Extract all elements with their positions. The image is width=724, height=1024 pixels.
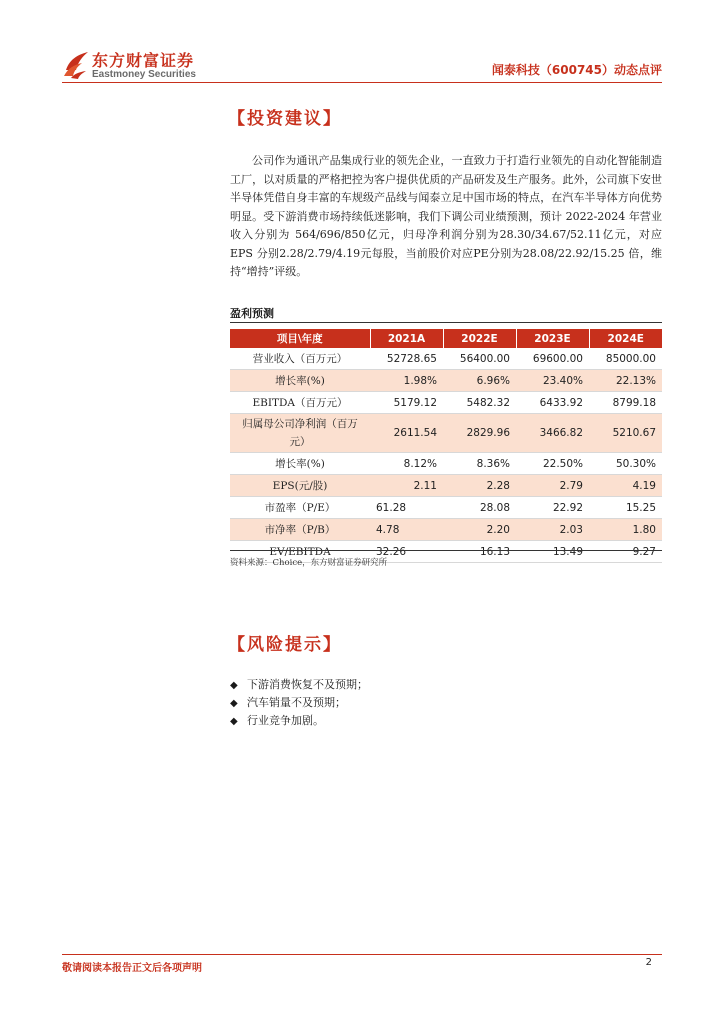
table-top-rule [230,322,662,323]
page-number: 2 [645,957,652,968]
header-cell: 2023E [516,329,589,348]
table-row [230,475,662,497]
row-label: EPS(元/股) [230,475,370,497]
footer-divider [62,954,662,955]
header-cell: 2022E [443,329,516,348]
company-logo [62,48,212,84]
table-cell: 6433.92 [516,392,589,414]
table-cell: 9.27 [589,541,662,563]
forecast-table [230,329,662,563]
table-cell: 1.80 [589,519,662,541]
table-cell: 8799.18 [589,392,662,414]
risk-item-text: 汽车销量不及预期； [247,696,346,709]
diamond-icon: ◆ [230,715,238,727]
table-cell: 4.19 [589,475,662,497]
table-cell: 3466.82 [516,414,589,453]
list-item [230,676,368,694]
table-cell: 52728.65 [370,348,443,370]
table-cell: 15.25 [589,497,662,519]
risk-item-text: 行业竞争加剧。 [247,714,324,727]
table-row [230,414,662,453]
diamond-icon: ◆ [230,679,238,691]
page-header [0,0,724,90]
table-cell: 2.79 [516,475,589,497]
table-bottom-rule [230,550,662,551]
table-cell: 2.20 [443,519,516,541]
table-cell: 2.11 [370,475,443,497]
table-cell: 4.78 [370,519,443,541]
table-cell: 8.36% [443,453,516,475]
table-cell: 2829.96 [443,414,516,453]
table-cell: 16.13 [443,541,516,563]
table-cell: 56400.00 [443,348,516,370]
table-row [230,392,662,414]
table-cell: 2.03 [516,519,589,541]
table-row [230,497,662,519]
table-cell: 6.96% [443,370,516,392]
table-cell: 32.26 [370,541,443,563]
table-cell: 5179.12 [370,392,443,414]
table-cell: 1.98% [370,370,443,392]
row-label: 市净率（P/B） [230,519,370,541]
report-title: 闻泰科技（600745）动态点评 [491,63,662,77]
table-cell: 22.92 [516,497,589,519]
table-cell: 23.40% [516,370,589,392]
table-cell: 22.13% [589,370,662,392]
table-row [230,519,662,541]
table-cell: 61.28 [370,497,443,519]
investment-text: 公司作为通讯产品集成行业的领先企业，一直致力于打造行业领先的自动化智能制造工厂，以对质量的严格把控为客户提供优质的产品研发及生产服务。此外，公司旗下安世半导体凭借自身丰富的车规级产品线与闻泰立足中国市场的特点，在汽车半导体方向优势明显。受下游消费市场持续低迷影响，我们下调公司业绩预测，预计 2022-2024 年营业收入分别为 564/696/850亿元，归母净利润分别为28.30/34.67/52.11亿元，对应 EPS 分别2.28/2.79/4.19元每股，当前股价对应PE分别为28.08/22.92/15.25 倍，维持“增持”评级。 [230,154,662,278]
logo-cn-text: 东方财富证券 [92,51,195,70]
table-cell: 22.50% [516,453,589,475]
table-cell: 8.12% [370,453,443,475]
row-label: 市盈率（P/E） [230,497,370,519]
row-label: 营业收入（百万元） [230,348,370,370]
investment-section-title: 【投资建议】 [228,109,342,129]
table-cell: 85000.00 [589,348,662,370]
table-row [230,453,662,475]
risk-section-title: 【风险提示】 [228,635,342,655]
row-label: EV/EBITDA [230,541,370,563]
row-label: EBITDA（百万元） [230,392,370,414]
table-cell: 5210.67 [589,414,662,453]
diamond-icon: ◆ [230,697,238,709]
risk-item-text: 下游消费恢复不及预期； [247,678,368,691]
header-divider [62,82,662,83]
row-label: 增长率(%) [230,453,370,475]
header-cell: 2021A [370,329,443,348]
table-cell: 13.49 [516,541,589,563]
table-cell: 5482.32 [443,392,516,414]
row-label: 归属母公司净利润（百万元） [230,414,370,453]
table-cell: 69600.00 [516,348,589,370]
eastmoney-logo-icon [62,48,92,80]
table-cell: 2611.54 [370,414,443,453]
investment-paragraph [230,152,662,282]
header-cell: 2024E [589,329,662,348]
footer-disclaimer: 敬请阅读本报告正文后各项声明 [62,963,202,974]
table-header-row [230,329,662,348]
table-cell: 2.28 [443,475,516,497]
logo-en-text: Eastmoney Securities [92,69,196,80]
table-source-note: 资料来源：Choice，东方财富证券研究所 [230,558,388,568]
list-item [230,712,368,730]
table-row [230,370,662,392]
list-item [230,694,368,712]
header-cell: 项目\年度 [230,329,370,348]
table-cell: 50.30% [589,453,662,475]
table-row [230,348,662,370]
forecast-table-title: 盈利预测 [230,307,274,320]
table-cell: 28.08 [443,497,516,519]
risk-list [230,676,368,730]
row-label: 增长率(%) [230,370,370,392]
